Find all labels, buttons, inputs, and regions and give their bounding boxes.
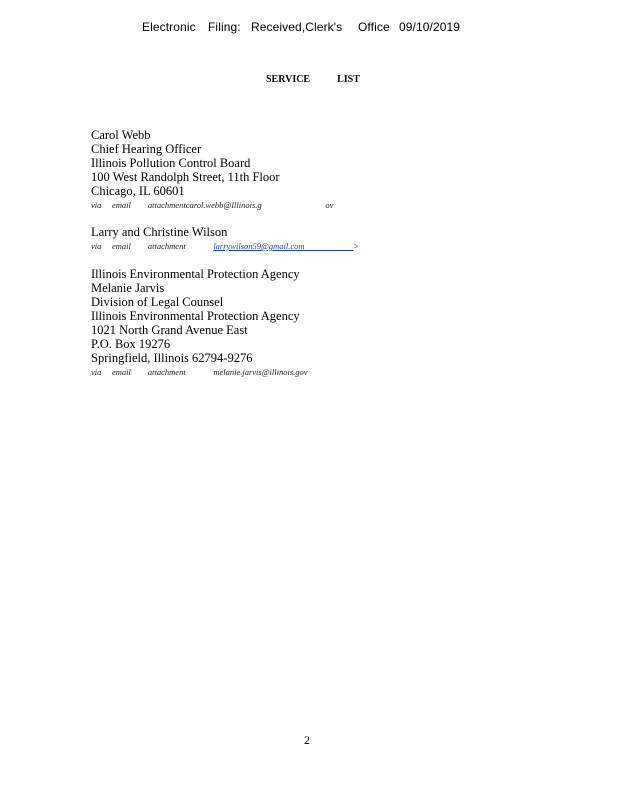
entry-line: Illinois Pollution Control Board (91, 156, 251, 170)
stamp-received-clerks: Received,Clerk's (251, 20, 343, 34)
email-link-underline-tail (304, 241, 353, 251)
entry-line: Springfield, Illinois 62794-9276 (91, 351, 253, 365)
email-address[interactable]: carol.webb@Illinois.g (185, 200, 262, 210)
email-label: email (112, 200, 131, 210)
stamp-date: 09/10/2019 (399, 20, 461, 34)
entry-line: Illinois Environmental Protection Agency (91, 267, 300, 281)
stamp-filing: Filing: (208, 20, 241, 34)
attachment-label: attachment (147, 200, 186, 210)
entry-line: 100 West Randolph Street, 11th Floor (91, 170, 280, 184)
entry-line: Chief Hearing Officer (91, 142, 202, 156)
email-label: email (112, 241, 131, 251)
page-number: 2 (304, 733, 310, 747)
via-label: via (91, 200, 102, 210)
stamp-office: Office (358, 20, 390, 34)
entry-line: 1021 North Grand Avenue East (91, 323, 248, 337)
attachment-label: attachment (147, 367, 186, 377)
email-address[interactable]: melanie.jarvis@illinois.gov (213, 367, 308, 377)
title-word-service: SERVICE (266, 74, 311, 85)
email-link-tail: > (353, 241, 360, 251)
via-label: via (91, 367, 102, 377)
email-link[interactable]: larrywilson59@gmail.com (213, 241, 305, 251)
title-word-list: LIST (337, 74, 360, 85)
service-entry-carol-webb (91, 128, 333, 211)
entry-line: Division of Legal Counsel (91, 295, 224, 309)
service-list-title (266, 74, 372, 85)
entry-line: Illinois Environmental Protection Agency (91, 309, 300, 323)
service-entry-wilson (91, 225, 359, 252)
stamp-electronic: Electronic (142, 20, 196, 34)
service-entry-illinois-epa (91, 267, 308, 378)
via-email-line (91, 200, 333, 211)
via-label: via (91, 241, 102, 251)
attachment-label: attachment (147, 241, 186, 251)
via-email-line (91, 367, 308, 378)
entry-line: P.O. Box 19276 (91, 337, 171, 351)
entry-line: Chicago, IL 60601 (91, 184, 185, 198)
entry-line: Melanie Jarvis (91, 281, 165, 295)
email-label: email (112, 367, 131, 377)
entry-line: Larry and Christine Wilson (91, 225, 228, 239)
email-address-tail: ov (325, 200, 334, 210)
via-email-line (91, 241, 359, 252)
entry-line: Carol Webb (91, 128, 151, 142)
